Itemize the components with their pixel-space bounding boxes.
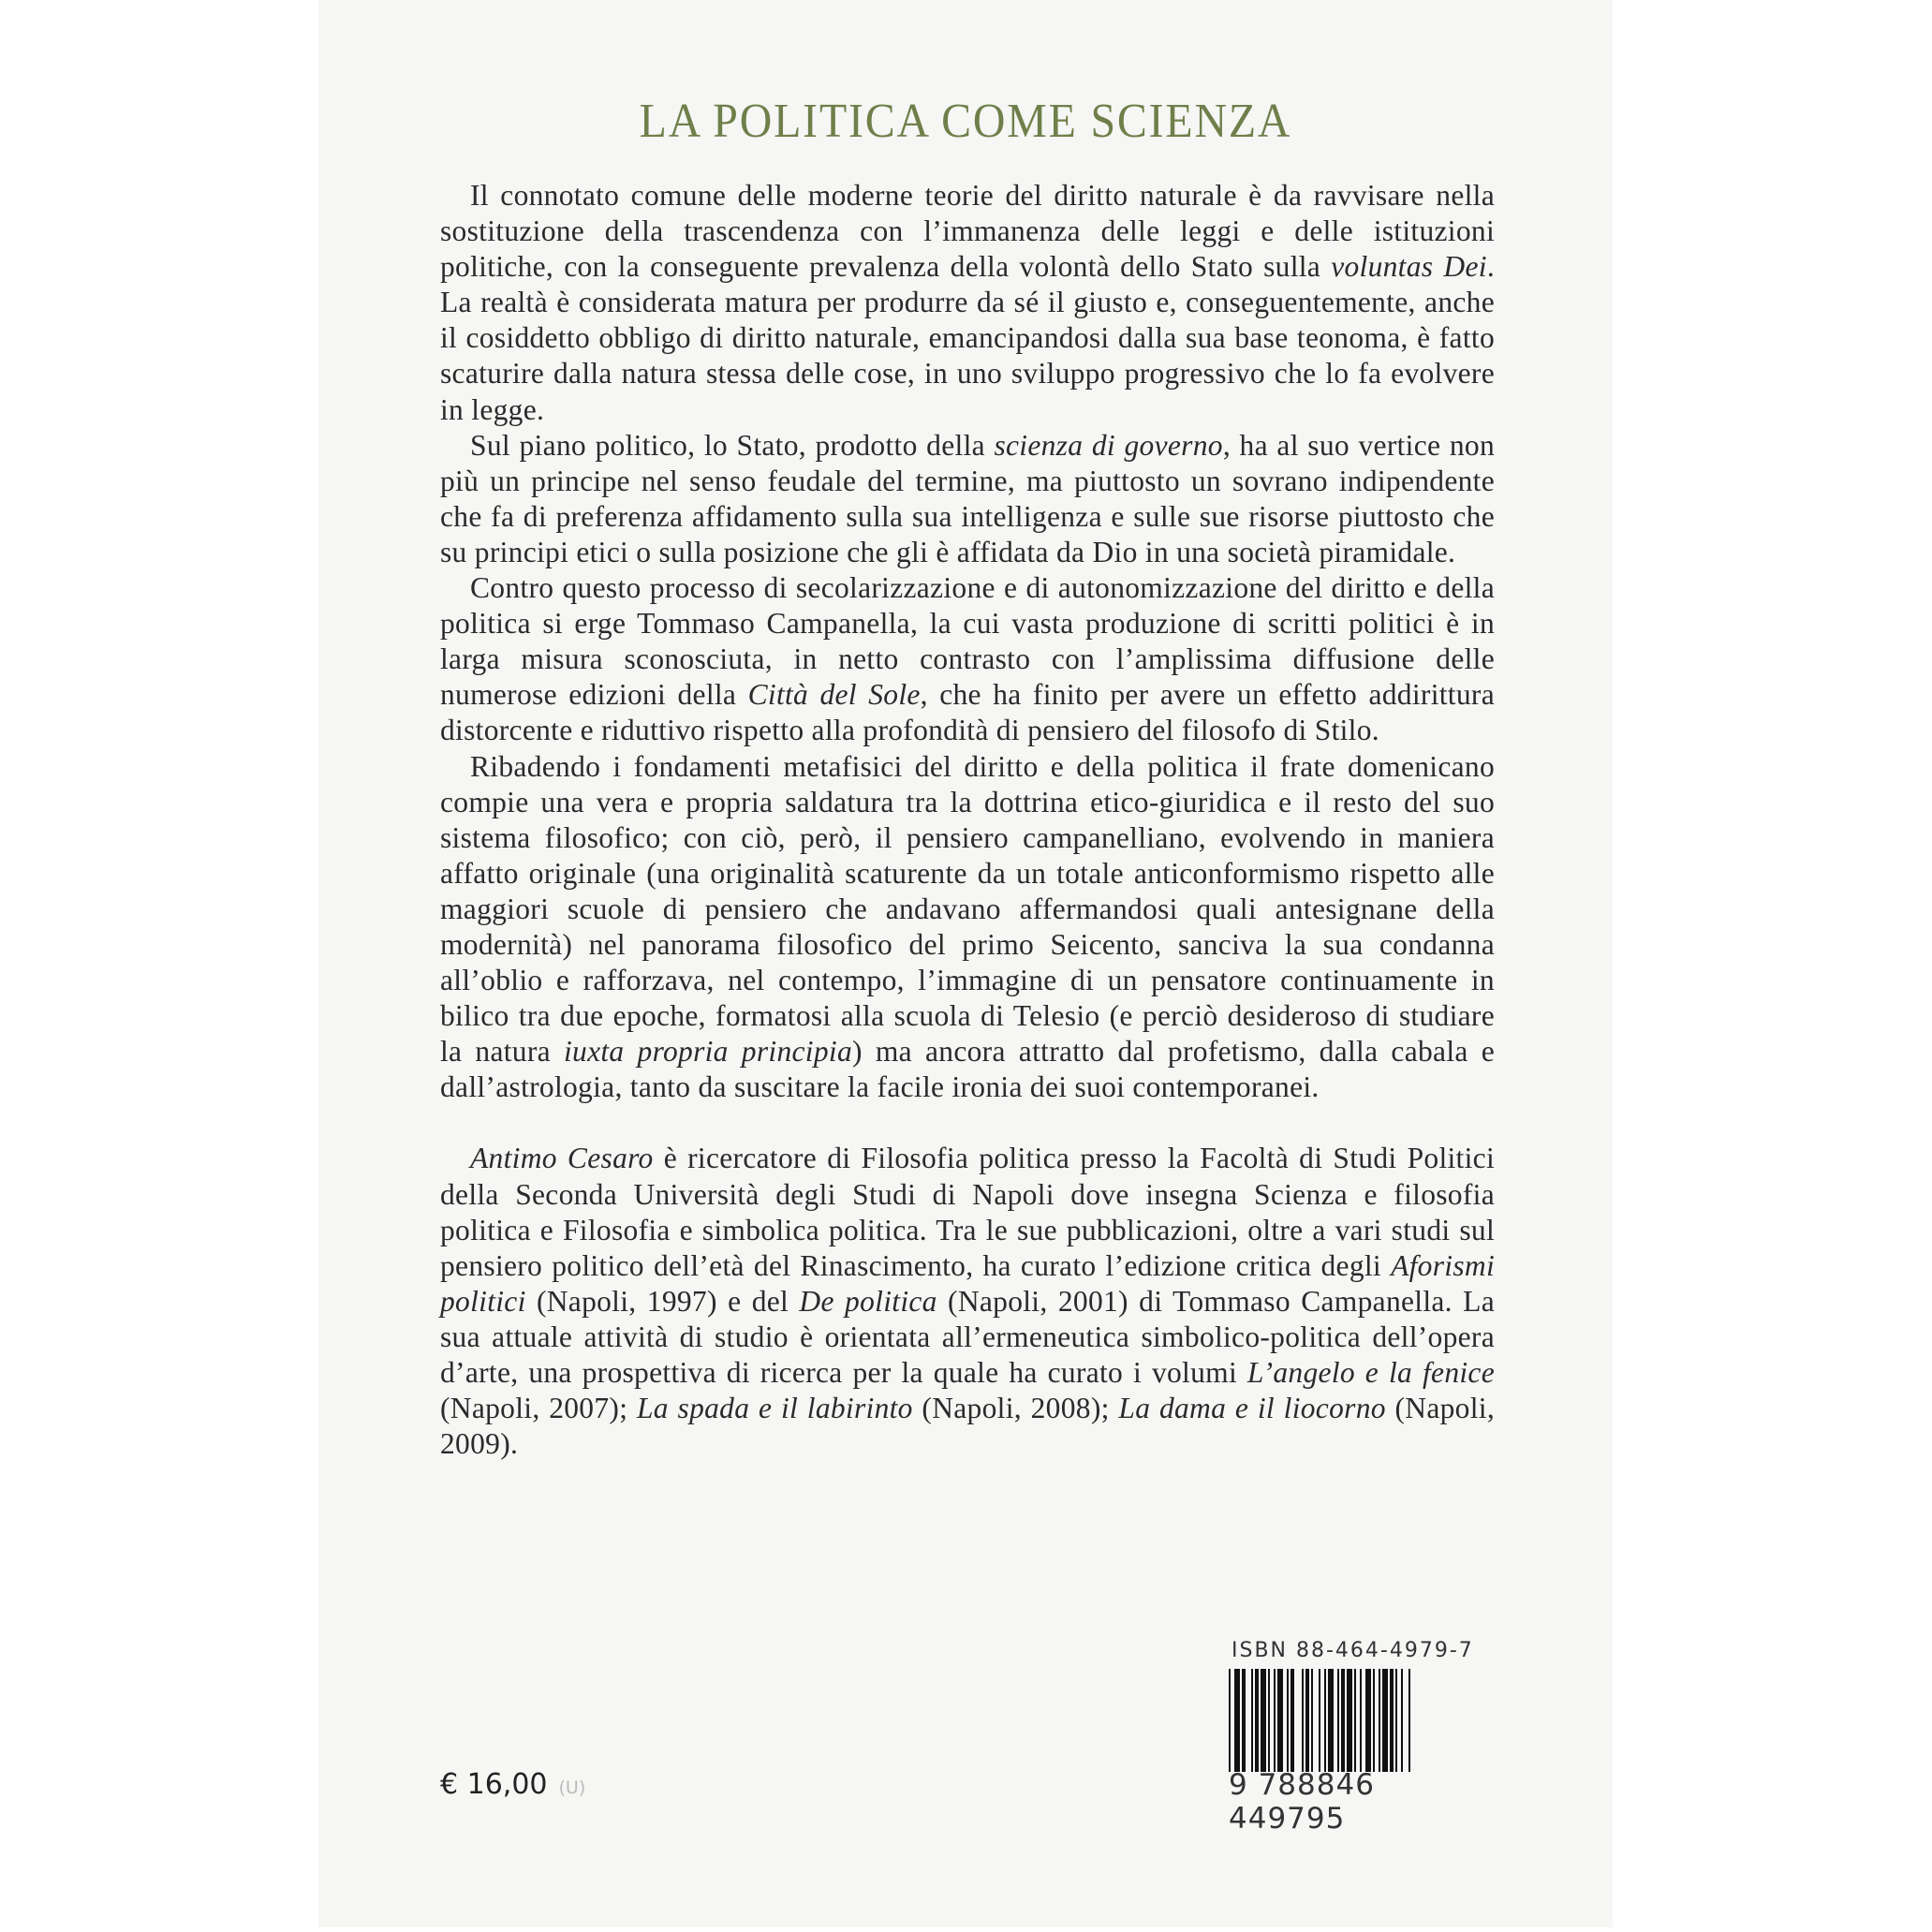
price-label xyxy=(440,1768,585,1801)
book-title: LA POLITICA COME SCIENZA xyxy=(639,95,1292,148)
barcode-digits: 9 788846 449795 xyxy=(1229,1768,1375,1836)
isbn-label: ISBN 88-464-4979-7 xyxy=(1231,1639,1474,1662)
author-bio: Antimo Cesaro è ricercatore di Filosofia politica presso la Facoltà di Studi Politici della Seconda Università degli Studi di Napoli dove insegna Scienza e filosofia politica e Filosofia e simbolica politica. Tra le sue pubblicazioni, oltre a vari studi sul pensiero politico dell’età del Rinascimento, ha curato l’edizione critica degli Aforismi politici (Napoli, 1997) e del De politica (Napoli, 2001) di Tommaso Campanella. La sua attuale attività di studio è orientata all’ermeneutica simbolico-politica dell’opera d’arte, una prospettiva di ricerca per la quale ha curato i volumi L’angelo e la fenice (Napoli, 2007); La spada e il labirinto (Napoli, 2008); La dama e il liocorno (Napoli, 2009). xyxy=(440,1142,1495,1461)
barcode-icon xyxy=(1229,1669,1491,1772)
price-value: € 16,00 xyxy=(440,1768,548,1801)
blurb-paragraph: Il connotato comune delle moderne teorie del diritto naturale è da ravvisare nella sostituzione della trascendenza con l’immanenza delle leggi e delle istituzioni politiche, con la conseguente prevalenza della volontà dello Stato sulla voluntas Dei. La realtà è considerata matura per produrre da sé il giusto e, conseguentemente, anche il cosiddetto obbligo di diritto naturale, emancipandosi dalla sua base teonoma, è fatto scaturire dalla natura stessa delle cose, in uno sviluppo progressivo che lo fa evolvere in legge. xyxy=(440,179,1495,426)
price-code: (U) xyxy=(558,1777,586,1798)
blurb-paragraph: Ribadendo i fondamenti metafisici del diritto e della politica il frate domenicano compie una vera e propria saldatura tra la dottrina etico-giuridica e il resto del suo sistema filosofico; con ciò, però, il pensiero campanelliano, evolvendo in maniera affatto originale (una originalità scaturente da un totale anticonformismo rispetto alle maggiori scuole di pensiero che andavano affermandosi quali antesignane della modernità) nel panorama filosofico del primo Seicento, sanciva la sua condanna all’oblio e rafforzava, nel contempo, l’immagine di un pensatore continuamente in bilico tra due epoche, formatosi alla scuola di Telesio (e perciò desideroso di studiare la natura iuxta propria principia) ma ancora attratto dal profetismo, dalla cabala e dall’astrologia, tanto da suscitare la facile ironia dei suoi contemporanei. xyxy=(440,749,1496,1104)
blurb-paragraph: Sul piano politico, lo Stato, prodotto della scienza di governo, ha al suo vertice non più un principe nel senso feudale del termine, ma piuttosto un sovrano indipendente che fa di preferenza affidamento sulla sua intelligenza e sulle sue risorse piuttosto che su principi etici o sulla posizione che gli è affidata da Dio in una società piramidale. xyxy=(440,428,1495,568)
book-back-cover xyxy=(318,0,1613,1927)
blurb-text xyxy=(440,178,1495,1462)
blurb-paragraph: Contro questo processo di secolarizzazione e di autonomizzazione del diritto e della politica si erge Tommaso Campanella, la cui vasta produzione di scritti politici è in larga misura sconosciuta, in netto contrasto con l’amplissima diffusione delle numerose edizioni della Città del Sole, che ha finito per avere un effetto addirittura distorcente e riduttivo rispetto alla profondità di pensiero del filosofo di Stilo. xyxy=(440,571,1495,747)
